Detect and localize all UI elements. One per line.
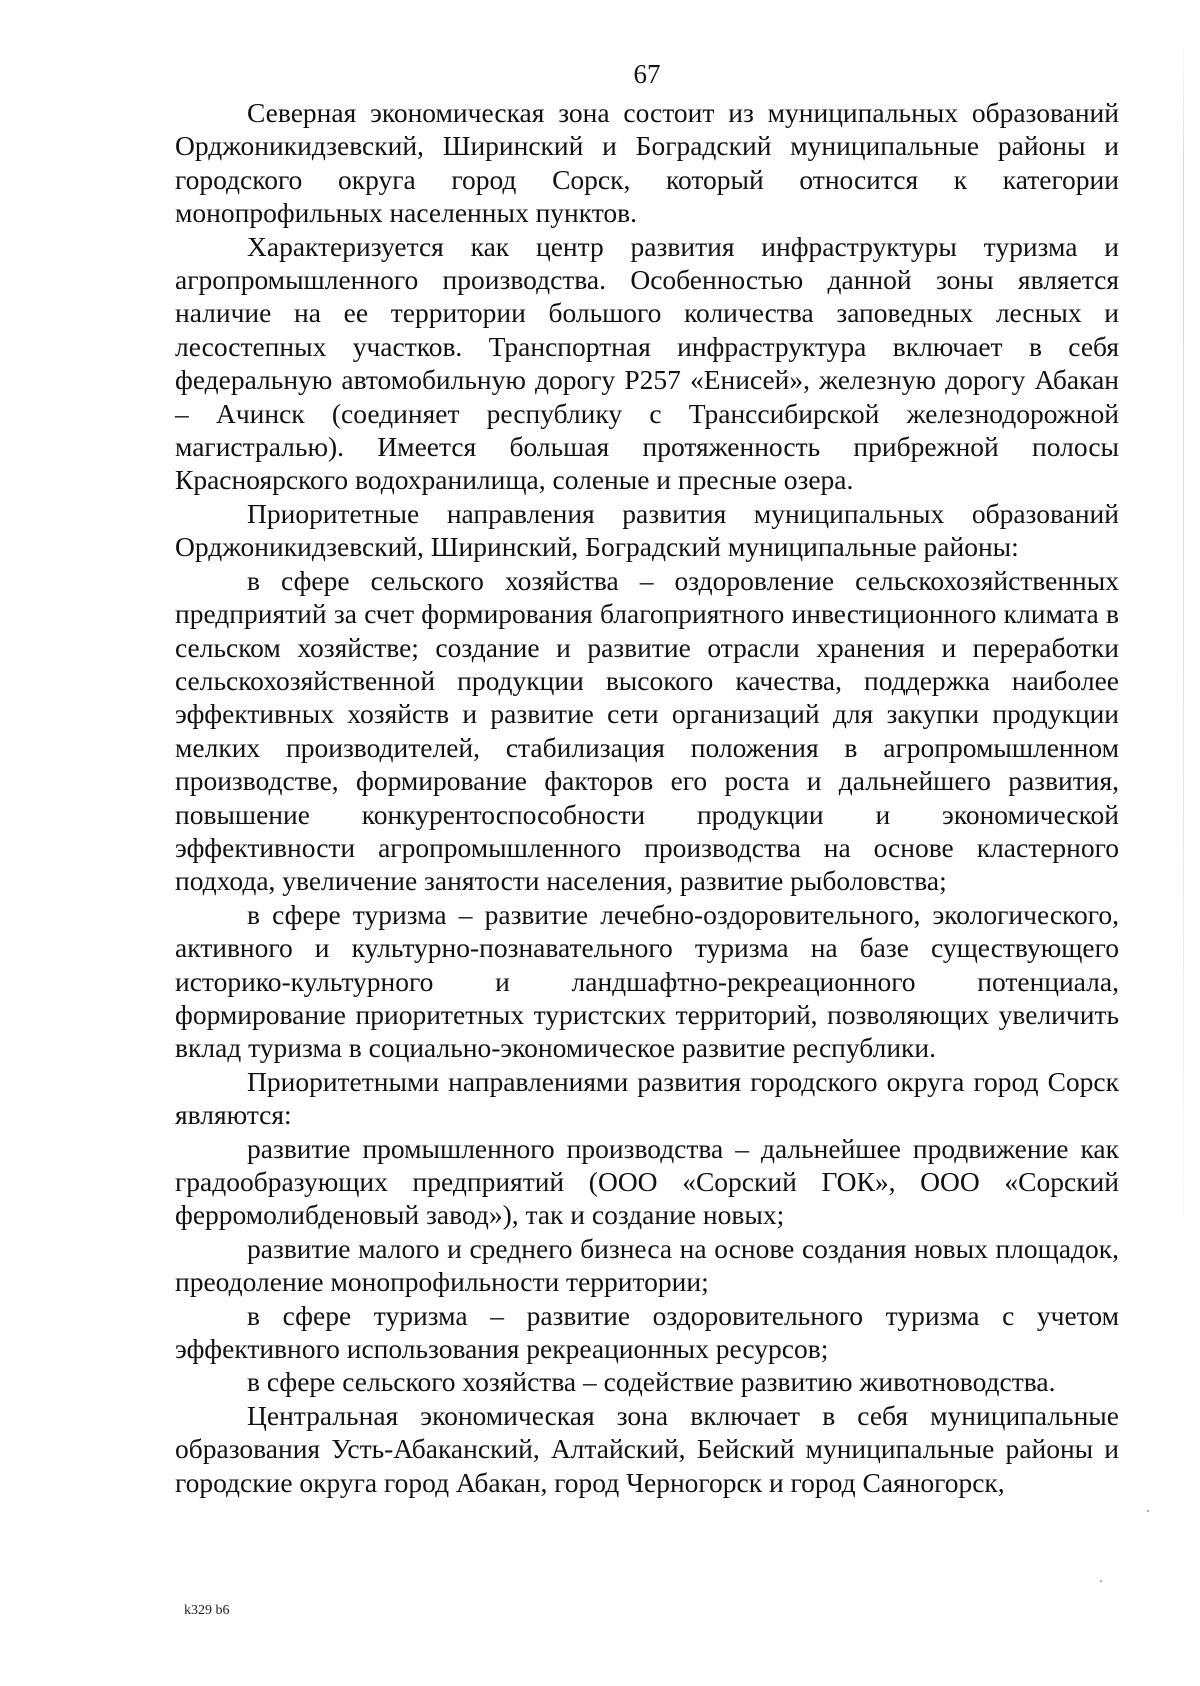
paragraph: Характеризуется как центр развития инфраструктуры туризма и агропромышленного производства. Особенностью данной зоны является наличие на ее территории большого количества заповедных лесных и лесостепных участков. Транспортная инфраструктура включает в себя федеральную автомобильную дорогу Р257 «Енисей», железную дорогу Абакан – Ачинск (соединяет республику с Транссибирской железнодорожной магистралью). Имеется большая протяженность прибрежной полосы Красноярского водохранилища, соленые и пресные озера. xyxy=(175,230,1119,496)
paragraph: Приоритетные направления развития муниципальных образований Орджоникидзевский, Ширинский, Боградский муниципальные районы: xyxy=(175,497,1119,563)
scan-speck xyxy=(1100,1580,1102,1582)
document-body xyxy=(175,96,1119,1499)
paragraph: Центральная экономическая зона включает в себя муниципальные образования Усть-Абаканский, Алтайский, Бейский муниципальные районы и городские округа город Абакан, город Черногорск и город Саяногорск, xyxy=(175,1399,1119,1498)
paragraph: Приоритетными направлениями развития городского округа город Сорск являются: xyxy=(175,1065,1119,1131)
paragraph: Северная экономическая зона состоит из муниципальных образований Орджоникидзевский, Ширинский и Боградский муниципальные районы и городского округа город Сорск, который относится к категории монопрофильных населенных пунктов. xyxy=(175,97,1119,229)
page-number: 67 xyxy=(633,59,661,89)
paragraph: развитие малого и среднего бизнеса на основе создания новых площадок, преодоление монопрофильности территории; xyxy=(175,1232,1119,1298)
paragraph: в сфере сельского хозяйства – оздоровление сельскохозяйственных предприятий за счет формирования благоприятного инвестиционного климата в сельском хозяйстве; создание и развитие отрасли хранения и переработки сельскохозяйственной продукции высокого качества, поддержка наиболее эффективных хозяйств и развитие сети организаций для закупки продукции мелких производителей, стабилизация положения в агропромышленном производстве, формирование факторов его роста и дальнейшего развития, повышение конкурентоспособности продукции и экономической эффективности агропромышленного производства на основе кластерного подхода, увеличение занятости населения, развитие рыболовства; xyxy=(175,564,1119,897)
footer-document-code: k329 b6 xyxy=(184,1603,230,1618)
paragraph: в сфере сельского хозяйства – содействие развитию животноводства. xyxy=(247,1366,1056,1398)
paragraph: развитие промышленного производства – дальнейшее продвижение как градообразующих предприятий (ООО «Сорский ГОК», ООО «Сорский ферромолибденовый завод»), так и создание новых; xyxy=(175,1132,1119,1231)
scan-edge-line xyxy=(1183,40,1184,1280)
paragraph: в сфере туризма – развитие лечебно-оздоровительного, экологического, активного и культурно-познавательного туризма на базе существующего историко-культурного и ландшафтно-рекреационного потенциала, формирование приоритетных туристских территорий, позволяющих увеличить вклад туризма в социально-экономическое развитие республики. xyxy=(175,898,1119,1064)
scan-speck xyxy=(1147,1510,1149,1512)
paragraph: в сфере туризма – развитие оздоровительного туризма с учетом эффективного использования рекреационных ресурсов; xyxy=(175,1299,1119,1365)
